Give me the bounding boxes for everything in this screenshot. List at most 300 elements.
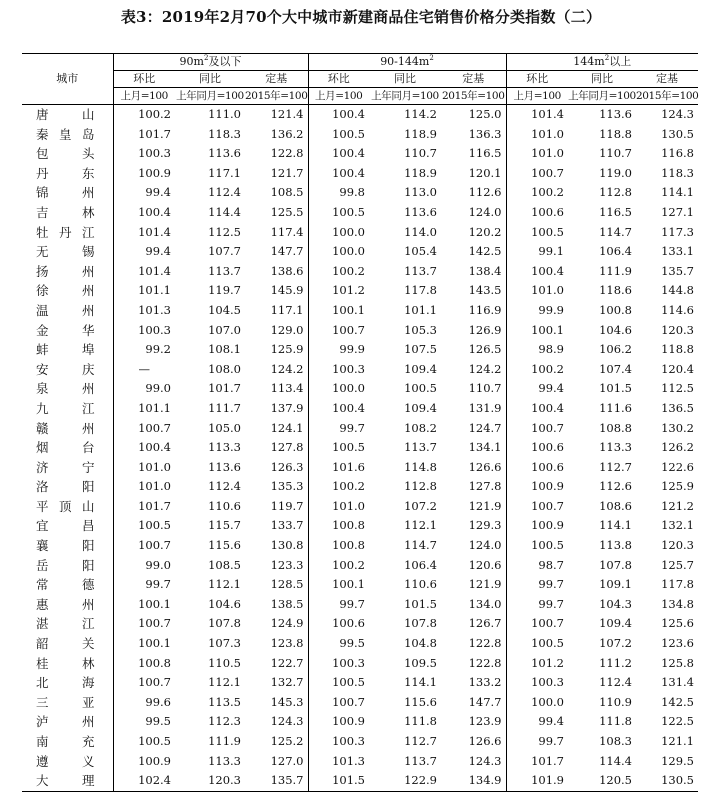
- value-cell: 120.5: [568, 771, 636, 791]
- value-cell: 114.7: [404, 538, 437, 553]
- value-cell: 113.3: [208, 753, 241, 768]
- city-cell: 洛阳: [22, 477, 113, 497]
- group-header-large: $144m^2$以上: [506, 54, 698, 71]
- value-cell: 115.6: [404, 694, 437, 709]
- value-cell: 113.7: [404, 440, 437, 455]
- value-cell: 106.4: [599, 244, 632, 259]
- value-cell: 125.7: [661, 557, 694, 572]
- group-header-small: $90m^2$及以下: [113, 54, 308, 71]
- value-cell: 135.7: [661, 263, 694, 278]
- value-cell: 134.8: [661, 596, 694, 611]
- value-cell: 107.8: [599, 557, 632, 572]
- value-cell: 100.2: [332, 479, 365, 494]
- metric-header: 定基: [636, 71, 698, 88]
- group-header-medium: $90-144m^2$: [308, 54, 506, 71]
- value-cell: 142.5: [661, 694, 694, 709]
- value-cell: 98.7: [538, 557, 564, 572]
- value-cell: 147.7: [441, 693, 506, 713]
- value-cell: 112.7: [599, 459, 632, 474]
- value-cell: 100.3: [332, 734, 365, 748]
- base-header-row: [22, 88, 698, 105]
- metric-header: 同比: [369, 71, 441, 88]
- value-cell: 116.8: [661, 146, 694, 161]
- value-cell: 100.9: [332, 714, 365, 729]
- value-cell: 100.5: [138, 518, 171, 533]
- value-cell: 100.2: [531, 185, 564, 200]
- value-cell: 100.8: [332, 518, 365, 533]
- value-cell: 124.1: [245, 419, 308, 439]
- city-cell: 湛江: [22, 614, 113, 634]
- table-row: [22, 516, 698, 536]
- value-cell: 101.5: [599, 381, 632, 396]
- value-cell: 114.8: [404, 459, 437, 474]
- table-row: [22, 223, 698, 243]
- value-cell: 118.8: [661, 342, 694, 357]
- table-row: [22, 281, 698, 301]
- metric-header: 同比: [568, 71, 636, 88]
- value-cell: 125.2: [245, 732, 308, 752]
- city-cell: 徐州: [22, 281, 113, 301]
- value-cell: 100.7: [531, 498, 564, 513]
- value-cell: 112.1: [404, 518, 437, 533]
- value-cell: 124.3: [661, 107, 694, 121]
- value-cell: 107.4: [599, 361, 632, 376]
- value-cell: 101.7: [138, 498, 171, 513]
- city-cell: 三亚: [22, 693, 113, 713]
- value-cell: 111.8: [404, 714, 437, 729]
- value-cell: 100.6: [332, 616, 365, 631]
- value-cell: 133.7: [245, 516, 308, 536]
- metric-header: 环比: [113, 71, 175, 88]
- value-cell: 101.0: [531, 283, 564, 298]
- table-row: [22, 242, 698, 262]
- value-cell: 114.2: [404, 107, 437, 121]
- city-cell: 韶关: [22, 634, 113, 654]
- value-cell: 115.7: [208, 518, 241, 533]
- value-cell: 112.4: [208, 479, 241, 494]
- value-cell: 111.8: [599, 714, 632, 729]
- value-cell: 107.0: [208, 322, 241, 337]
- value-cell: 136.2: [245, 125, 308, 145]
- value-cell: 113.7: [404, 753, 437, 768]
- value-cell: 99.9: [339, 342, 365, 357]
- value-cell: 136.3: [441, 125, 506, 145]
- value-cell: 118.9: [404, 126, 437, 141]
- value-cell: 100.1: [138, 596, 171, 611]
- base-header: 2015年=100: [441, 88, 506, 105]
- table-row: [22, 673, 698, 693]
- table-row: [22, 105, 698, 125]
- value-cell: 127.0: [245, 752, 308, 772]
- value-cell: 147.7: [245, 242, 308, 262]
- value-cell: 113.0: [404, 185, 437, 200]
- value-cell: 109.4: [404, 361, 437, 376]
- value-cell: 125.9: [661, 479, 694, 494]
- city-cell: 岳阳: [22, 556, 113, 576]
- price-index-table: [22, 53, 698, 792]
- value-cell: 99.7: [538, 734, 564, 748]
- value-cell: 129.0: [245, 321, 308, 341]
- value-cell: 107.3: [208, 636, 241, 651]
- value-cell: 123.3: [245, 556, 308, 576]
- value-cell: 109.4: [404, 400, 437, 415]
- value-cell: 101.5: [308, 771, 369, 791]
- value-cell: 113.6: [208, 459, 241, 474]
- table-row: [22, 360, 698, 380]
- table-row: [22, 458, 698, 478]
- value-cell: 121.2: [661, 498, 694, 513]
- value-cell: 112.1: [208, 675, 241, 690]
- value-cell: 118.6: [599, 283, 632, 298]
- value-cell: 130.8: [245, 536, 308, 556]
- value-cell: 101.5: [404, 596, 437, 611]
- value-cell: 125.8: [661, 655, 694, 670]
- value-cell: 108.8: [599, 420, 632, 435]
- value-cell: 100.7: [138, 538, 171, 553]
- value-cell: 101.2: [332, 283, 365, 298]
- value-cell: 100.7: [138, 420, 171, 435]
- city-cell: 惠州: [22, 595, 113, 615]
- value-cell: 100.3: [332, 655, 365, 670]
- metric-header: 定基: [441, 71, 506, 88]
- value-cell: 118.8: [599, 126, 632, 141]
- value-cell: 120.2: [441, 223, 506, 243]
- value-cell: 117.1: [208, 165, 241, 180]
- value-cell: 100.5: [332, 675, 365, 690]
- value-cell: 126.2: [661, 440, 694, 455]
- value-cell: 100.8: [138, 655, 171, 670]
- value-cell: 145.3: [245, 693, 308, 713]
- base-header: 上年同月=100: [175, 88, 245, 105]
- value-cell: 111.0: [208, 107, 241, 121]
- value-cell: 107.7: [208, 244, 241, 259]
- value-cell: 101.0: [531, 126, 564, 141]
- city-cell: 锦州: [22, 183, 113, 203]
- value-cell: 134.9: [441, 771, 506, 791]
- value-cell: 100.9: [531, 518, 564, 533]
- value-cell: 100.8: [599, 302, 632, 317]
- value-cell: 99.7: [145, 577, 171, 592]
- city-cell: 丹东: [22, 164, 113, 184]
- value-cell: 100.7: [332, 322, 365, 337]
- table-row: [22, 477, 698, 497]
- value-cell: 110.6: [404, 577, 437, 592]
- value-cell: 112.6: [599, 479, 632, 494]
- value-cell: 99.4: [145, 244, 171, 259]
- value-cell: 110.7: [599, 146, 632, 161]
- city-cell: 扬州: [22, 262, 113, 282]
- table-row: [22, 438, 698, 458]
- value-cell: 113.6: [208, 146, 241, 161]
- value-cell: 100.5: [531, 636, 564, 651]
- value-cell: 124.2: [441, 360, 506, 380]
- metric-header: 环比: [506, 71, 568, 88]
- value-cell: 100.4: [332, 165, 365, 180]
- value-cell: 138.5: [245, 595, 308, 615]
- value-cell: 101.0: [531, 146, 564, 161]
- value-cell: 100.5: [138, 734, 171, 748]
- table-row: [22, 379, 698, 399]
- value-cell: 107.8: [208, 616, 241, 631]
- city-cell: 无锡: [22, 242, 113, 262]
- value-cell: 122.7: [245, 654, 308, 674]
- value-cell: 100.1: [332, 577, 365, 592]
- city-cell: 蚌埠: [22, 340, 113, 360]
- value-cell: 119.7: [208, 283, 241, 298]
- value-cell: 117.8: [404, 283, 437, 298]
- value-cell: 112.7: [404, 734, 437, 748]
- table-row: [22, 595, 698, 615]
- value-cell: 99.7: [339, 596, 365, 611]
- value-cell: 124.2: [245, 360, 308, 380]
- value-cell: 100.5: [531, 538, 564, 553]
- value-cell: 100.5: [332, 204, 365, 219]
- value-cell: 114.6: [661, 302, 694, 317]
- value-cell: 100.4: [531, 263, 564, 278]
- value-cell: 113.6: [599, 107, 632, 121]
- value-cell: 100.6: [531, 459, 564, 474]
- value-cell: 126.6: [441, 458, 506, 478]
- value-cell: 101.7: [531, 753, 564, 768]
- value-cell: 112.4: [599, 675, 632, 690]
- value-cell: 112.5: [661, 381, 694, 396]
- value-cell: 101.3: [332, 753, 365, 768]
- value-cell: 111.9: [599, 263, 632, 278]
- value-cell: 112.8: [599, 185, 632, 200]
- value-cell: 99.4: [538, 714, 564, 729]
- value-cell: 101.3: [138, 302, 171, 317]
- city-cell: 常德: [22, 575, 113, 595]
- value-cell: 101.0: [332, 498, 365, 513]
- value-cell: 101.2: [531, 655, 564, 670]
- value-cell: 100.4: [332, 146, 365, 161]
- value-cell: 134.1: [441, 438, 506, 458]
- value-cell: 100.7: [138, 675, 171, 690]
- city-cell: 遵义: [22, 752, 113, 772]
- table-row: [22, 752, 698, 772]
- value-cell: 122.8: [441, 654, 506, 674]
- metric-header: 同比: [175, 71, 245, 88]
- value-cell: 100.9: [531, 479, 564, 494]
- table-row: [22, 575, 698, 595]
- value-cell: 109.1: [599, 577, 632, 592]
- value-cell: 100.5: [332, 126, 365, 141]
- value-cell: 100.0: [332, 224, 365, 239]
- value-cell: 136.5: [661, 400, 694, 415]
- value-cell: 104.5: [208, 302, 241, 317]
- city-cell: 牡丹江: [22, 223, 113, 243]
- base-header: 上月=100: [113, 88, 175, 105]
- value-cell: 110.9: [599, 694, 632, 709]
- value-cell: 120.3: [661, 322, 694, 337]
- value-cell: 100.8: [332, 538, 365, 553]
- value-cell: 137.9: [245, 399, 308, 419]
- value-cell: 145.9: [245, 281, 308, 301]
- value-cell: 114.4: [208, 204, 241, 219]
- table-row: [22, 144, 698, 164]
- value-cell: 114.4: [599, 753, 632, 768]
- value-cell: 108.1: [208, 342, 241, 357]
- value-cell: 126.6: [441, 732, 506, 752]
- value-cell: 99.2: [145, 342, 171, 357]
- table-row: [22, 419, 698, 439]
- metric-header: 环比: [308, 71, 369, 88]
- value-cell: 119.0: [599, 165, 632, 180]
- value-cell: 113.4: [245, 379, 308, 399]
- metric-header: 定基: [245, 71, 308, 88]
- value-cell: 111.9: [208, 734, 241, 748]
- value-cell: 132.7: [245, 673, 308, 693]
- value-cell: —: [138, 361, 150, 376]
- value-cell: 134.0: [441, 595, 506, 615]
- value-cell: 127.8: [245, 438, 308, 458]
- value-cell: 122.8: [441, 634, 506, 654]
- table-row: [22, 340, 698, 360]
- value-cell: 135.3: [245, 477, 308, 497]
- city-cell: 大理: [22, 771, 113, 791]
- value-cell: 107.2: [599, 636, 632, 651]
- value-cell: 101.4: [531, 107, 564, 121]
- value-cell: 120.6: [441, 556, 506, 576]
- value-cell: 100.5: [332, 440, 365, 455]
- value-cell: 101.9: [506, 771, 568, 791]
- value-cell: 125.5: [245, 203, 308, 223]
- value-cell: 100.4: [138, 204, 171, 219]
- value-cell: 100.1: [332, 302, 365, 317]
- value-cell: 130.5: [661, 126, 694, 141]
- value-cell: 101.7: [138, 126, 171, 141]
- value-cell: 117.8: [661, 577, 694, 592]
- value-cell: 101.0: [138, 459, 171, 474]
- value-cell: 131.9: [441, 399, 506, 419]
- value-cell: 129.5: [661, 753, 694, 768]
- city-cell: 宜昌: [22, 516, 113, 536]
- value-cell: 121.7: [245, 164, 308, 184]
- city-cell: 襄阳: [22, 536, 113, 556]
- value-cell: 102.4: [113, 771, 175, 791]
- city-cell: 金华: [22, 321, 113, 341]
- value-cell: 125.9: [245, 340, 308, 360]
- value-cell: 142.5: [441, 242, 506, 262]
- value-cell: 104.3: [599, 596, 632, 611]
- metric-header-row: [22, 71, 698, 88]
- value-cell: 124.3: [245, 712, 308, 732]
- value-cell: 100.2: [531, 361, 564, 376]
- value-cell: 100.0: [332, 381, 365, 396]
- city-cell: 济宁: [22, 458, 113, 478]
- value-cell: 124.0: [441, 536, 506, 556]
- value-cell: 100.2: [138, 107, 171, 121]
- value-cell: 111.7: [208, 400, 241, 415]
- table-row: [22, 634, 698, 654]
- value-cell: 101.4: [138, 263, 171, 278]
- value-cell: 125.0: [441, 105, 506, 125]
- value-cell: 101.6: [332, 459, 365, 474]
- value-cell: 112.3: [208, 714, 241, 729]
- value-cell: 133.2: [441, 673, 506, 693]
- value-cell: 127.1: [661, 204, 694, 219]
- value-cell: 100.3: [332, 361, 365, 376]
- table-row: [22, 164, 698, 184]
- value-cell: 112.6: [441, 183, 506, 203]
- value-cell: 100.7: [531, 616, 564, 631]
- value-cell: 108.5: [245, 183, 308, 203]
- page-title: 表3：2019年2月70个大中城市新建商品住宅销售价格分类指数（二）: [120, 8, 602, 26]
- value-cell: 123.6: [661, 636, 694, 651]
- value-cell: 108.2: [404, 420, 437, 435]
- value-cell: 118.3: [208, 126, 241, 141]
- table-row: [22, 125, 698, 145]
- base-header: 上月=100: [506, 88, 568, 105]
- value-cell: 100.7: [332, 694, 365, 709]
- value-cell: 119.7: [245, 497, 308, 517]
- value-cell: 99.7: [538, 577, 564, 592]
- value-cell: 113.3: [208, 440, 241, 455]
- value-cell: 99.1: [538, 244, 564, 259]
- value-cell: 107.8: [404, 616, 437, 631]
- table-row: [22, 654, 698, 674]
- value-cell: 98.9: [538, 342, 564, 357]
- value-cell: 129.3: [441, 516, 506, 536]
- value-cell: 104.6: [208, 596, 241, 611]
- value-cell: 99.5: [339, 636, 365, 651]
- value-cell: 99.4: [145, 185, 171, 200]
- value-cell: 114.1: [661, 185, 694, 200]
- value-cell: 105.3: [404, 322, 437, 337]
- value-cell: 100.9: [138, 165, 171, 180]
- value-cell: 131.4: [661, 675, 694, 690]
- value-cell: 138.6: [245, 262, 308, 282]
- value-cell: 100.4: [138, 440, 171, 455]
- value-cell: 99.7: [538, 596, 564, 611]
- value-cell: 100.2: [332, 557, 365, 572]
- city-cell: 赣州: [22, 419, 113, 439]
- city-cell: 泸州: [22, 712, 113, 732]
- value-cell: 132.1: [661, 518, 694, 533]
- value-cell: 125.6: [661, 616, 694, 631]
- table-row: [22, 321, 698, 341]
- base-header: 上月=100: [308, 88, 369, 105]
- value-cell: 106.2: [599, 342, 632, 357]
- value-cell: 110.7: [441, 379, 506, 399]
- value-cell: 101.1: [138, 283, 171, 298]
- value-cell: 121.9: [441, 575, 506, 595]
- value-cell: 144.8: [661, 283, 694, 298]
- table-row: [22, 712, 698, 732]
- value-cell: 114.0: [404, 224, 437, 239]
- value-cell: 99.8: [339, 185, 365, 200]
- value-cell: 100.2: [332, 263, 365, 278]
- city-cell: 泉州: [22, 379, 113, 399]
- value-cell: 127.8: [441, 477, 506, 497]
- value-cell: 100.1: [531, 322, 564, 337]
- value-cell: 126.3: [245, 458, 308, 478]
- value-cell: 122.5: [661, 714, 694, 729]
- value-cell: 109.4: [599, 616, 632, 631]
- value-cell: 108.3: [599, 734, 632, 748]
- value-cell: 99.9: [538, 302, 564, 317]
- value-cell: 101.0: [138, 479, 171, 494]
- value-cell: 112.8: [404, 479, 437, 494]
- value-cell: 106.4: [404, 557, 437, 572]
- value-cell: 108.5: [208, 557, 241, 572]
- value-cell: 100.3: [138, 146, 171, 161]
- value-cell: 107.5: [404, 342, 437, 357]
- value-cell: 111.2: [599, 655, 632, 670]
- value-cell: 109.5: [404, 655, 437, 670]
- value-cell: 113.6: [404, 204, 437, 219]
- value-cell: 108.0: [208, 361, 241, 376]
